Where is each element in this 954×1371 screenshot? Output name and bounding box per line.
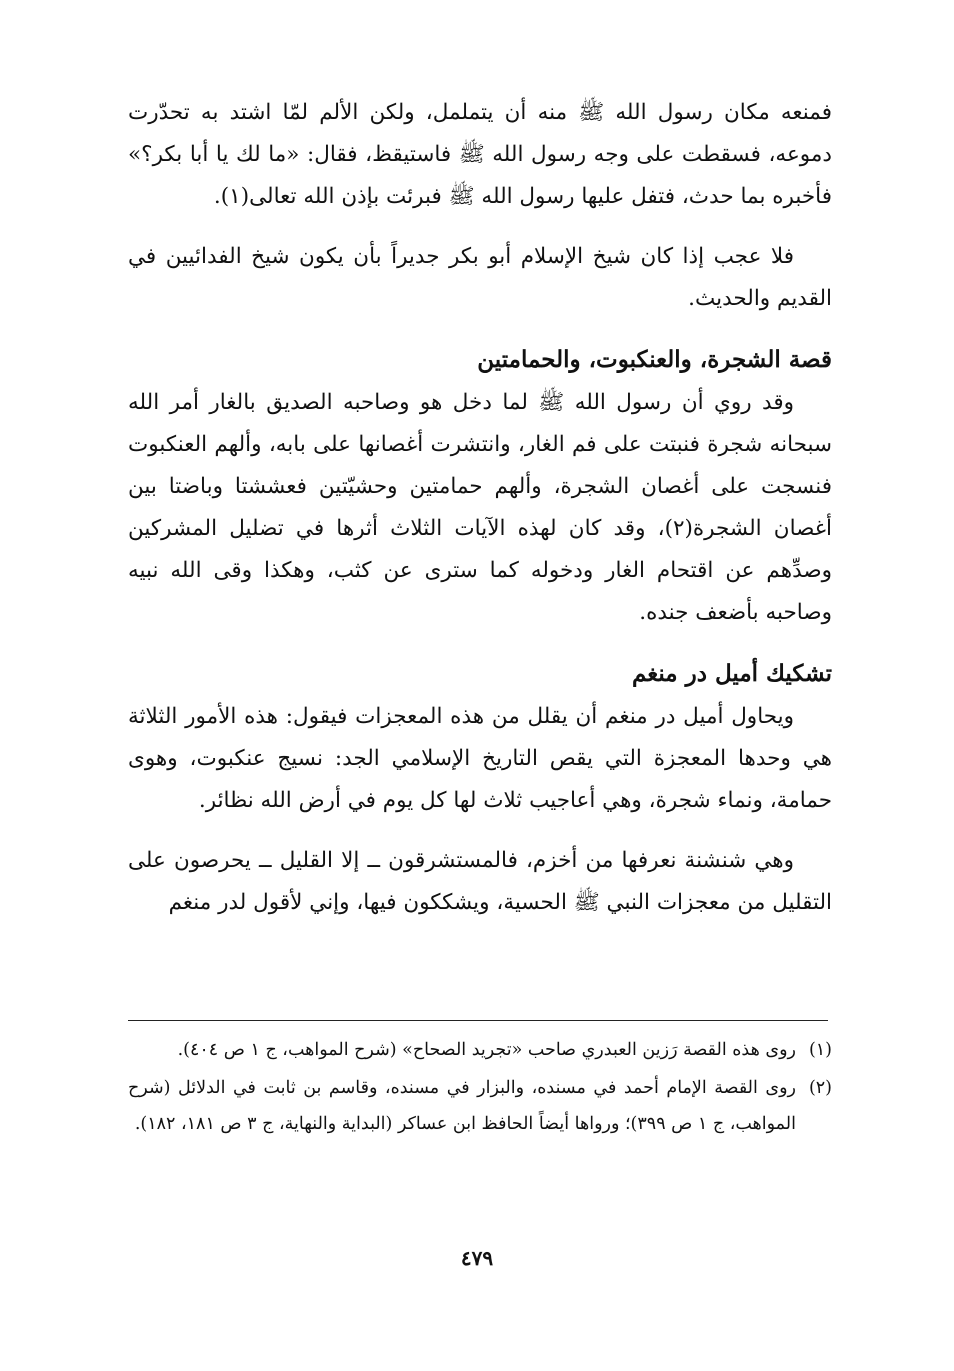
footnote-text: روى هذه القصة رَزين العبدري صاحب «تجريد الصحاح» (شرح المواهب، ج ١ ص ٤٠٤). — [177, 1040, 796, 1060]
spacer — [128, 320, 832, 338]
spacer — [128, 822, 832, 840]
paragraph-4: ويحاول أميل در منغم أن يقلل من هذه المعجزات فيقول: هذه الأمور الثلاثة هي وحدها المعجزة التي يقص التاريخ الإسلامي الجد: نسيج عنكبوت، وهوى حمامة، ونماء شجرة، وهي أعاجيب ثلاث لها كل يوم في أرض الله نظائر. — [128, 704, 832, 813]
spacer — [128, 634, 832, 652]
spacer — [128, 218, 832, 236]
footnote-2 — [128, 1070, 832, 1142]
paragraph-5: وهي شنشنة نعرفها من أخزم، فالمستشرقون ــ إلا القليل ــ يحرصون على التقليل من معجزات النبي ﷺ الحسية، ويشككون فيها، وإني لأقول لدر منغم — [128, 848, 832, 915]
section-heading-tree-spider-doves: قصة الشجرة، والعنكبوت، والحمامتين — [477, 346, 832, 373]
paragraph-2: فلا عجب إذا كان شيخ الإسلام أبو بكر جديراً بأن يكون شيخ الفدائيين في القديم والحديث. — [128, 244, 832, 311]
footnote-text: روى القصة الإمام أحمد في مسنده، والبزار في مسنده، وقاسم بن ثابت في الدلائل (شرح المواهب، ج ١ ص ٣٩٩)؛ ورواها أيضاً الحافظ ابن عساكر (البداية والنهاية، ج ٣ ص ١٨١، ١٨٢). — [128, 1078, 796, 1134]
section-heading-dermenghem-doubt: تشكيك أميل در منغم — [631, 660, 832, 687]
page-number: ٤٧٩ — [460, 1246, 494, 1270]
footnotes — [128, 1032, 832, 1144]
footnote-separator — [128, 1020, 828, 1021]
paragraph-1: فمنعه مكان رسول الله ﷺ منه أن يتململ، ولكن الألم لمّا اشتد به تحدّرت دموعه، فسقطت على وجه رسول الله ﷺ فاستيقظ، فقال: «ما لك يا أبا بكر؟» فأخبره بما حدث، فتفل عليها رسول الله ﷺ فبرئت بإذن الله تعالى(١). — [128, 100, 832, 209]
footnote-number: (٢) — [808, 1078, 832, 1098]
footnote-1 — [128, 1032, 832, 1068]
footnote-number: (١) — [808, 1040, 832, 1060]
paragraph-3: وقد روي أن رسول الله ﷺ لما دخل هو وصاحبه الصديق بالغار أمر الله سبحانه شجرة فنبتت على فم الغار، وانتشرت أغصانها على بابه، وألهم العنكبوت فنسجت على أغصان الشجرة، وألهم حمامتين وحشيّتين فعششتا وباضتا بين أغصان الشجرة(٢)، وقد كان لهذه الآيات الثلاث أثرها في تضليل المشركين وصدِّهم عن اقتحام الغار ودخوله كما سترى عن كثب، وهكذا وقى الله نبيه وصاحبه بأضعف جنده. — [128, 390, 833, 625]
